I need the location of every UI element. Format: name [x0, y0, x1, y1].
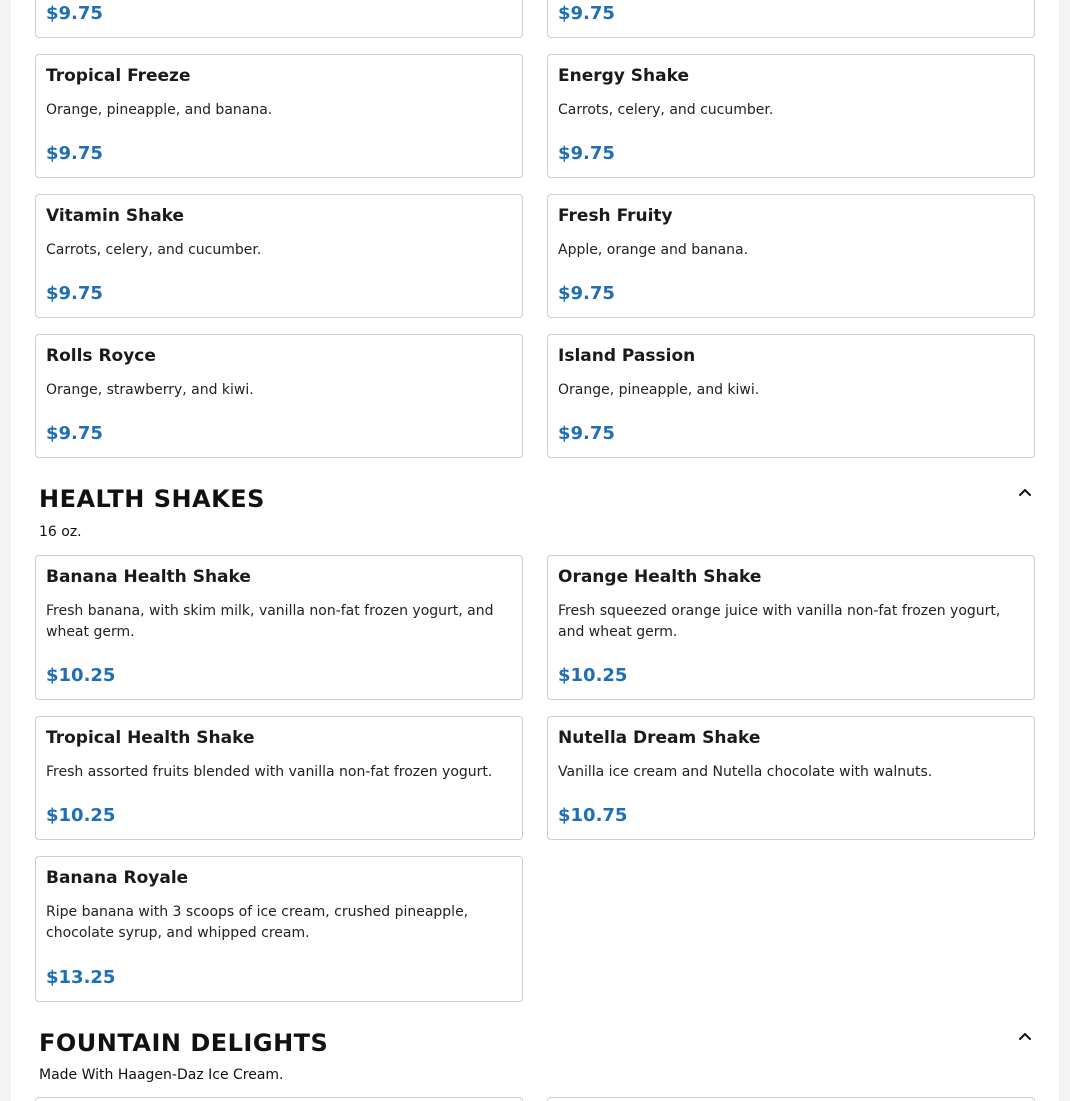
item-description: Ripe banana with 3 scoops of ice cream, crushed pineapple, chocolate syrup, and whipped cream. [46, 904, 469, 941]
item-name: Tropical Health Shake [46, 728, 255, 748]
item-name: Orange Health Shake [558, 567, 762, 587]
menu-item-card[interactable] [547, 1097, 1035, 1101]
item-description: Carrots, celery, and cucumber. [558, 102, 774, 118]
menu-item-card[interactable] [547, 334, 1035, 458]
menu-item-card[interactable] [547, 54, 1035, 178]
menu-item-card[interactable] [35, 1097, 523, 1101]
menu-item-card[interactable] [547, 716, 1035, 840]
collapse-section-button[interactable] [1013, 480, 1037, 504]
menu-item-card[interactable] [35, 716, 523, 840]
item-description: Fresh assorted fruits blended with vanilla non-fat frozen yogurt. [46, 764, 493, 780]
item-description: Carrots, celery, and cucumber. [46, 242, 262, 258]
menu-item-card[interactable] [35, 334, 523, 458]
item-price: $9.75 [558, 143, 615, 164]
item-description: Orange, pineapple, and kiwi. [558, 382, 760, 398]
menu-item-card[interactable] [35, 856, 523, 1002]
collapse-section-button[interactable] [1013, 1024, 1037, 1048]
item-name: Island Passion [558, 346, 696, 366]
item-name: Vitamin Shake [46, 206, 185, 226]
item-price: $9.75 [558, 3, 615, 24]
menu-item-card[interactable] [547, 0, 1035, 38]
section-title-fountain-delights: FOUNTAIN DELIGHTS [39, 1029, 329, 1057]
item-price: $10.75 [558, 805, 628, 826]
item-price: $9.75 [558, 423, 615, 444]
menu-item-card[interactable] [547, 194, 1035, 318]
item-price: $13.25 [46, 967, 116, 988]
chevron-up-icon [1013, 1024, 1037, 1048]
item-name: Banana Royale [46, 868, 189, 888]
menu-page [11, 0, 1059, 1101]
menu-item-card[interactable] [35, 54, 523, 178]
item-price: $10.25 [46, 805, 116, 826]
item-description: Fresh banana, with skim milk, vanilla non-fat frozen yogurt, and wheat germ. [46, 603, 494, 640]
item-price: $9.75 [46, 143, 103, 164]
item-name: Rolls Royce [46, 346, 156, 366]
menu-item-card[interactable] [547, 555, 1035, 700]
item-price: $10.25 [558, 665, 628, 686]
menu-item-card[interactable] [35, 0, 523, 38]
item-description: Orange, strawberry, and kiwi. [46, 382, 254, 398]
item-price: $9.75 [46, 283, 103, 304]
section-title-health-shakes: HEALTH SHAKES [39, 485, 265, 513]
item-price: $10.25 [46, 665, 116, 686]
item-name: Fresh Fruity [558, 206, 673, 226]
section-subtitle: Made With Haagen-Daz Ice Cream. [39, 1067, 284, 1083]
menu-item-card[interactable] [35, 555, 523, 700]
section-subtitle: 16 oz. [39, 524, 82, 540]
chevron-up-icon [1013, 480, 1037, 504]
item-price: $9.75 [46, 423, 103, 444]
item-description: Apple, orange and banana. [558, 242, 749, 258]
item-name: Energy Shake [558, 66, 689, 86]
item-price: $9.75 [558, 283, 615, 304]
item-price: $9.75 [46, 3, 103, 24]
item-description: Vanilla ice cream and Nutella chocolate with walnuts. [558, 764, 933, 780]
item-name: Nutella Dream Shake [558, 728, 761, 748]
item-description: Fresh squeezed orange juice with vanilla non-fat frozen yogurt, and wheat germ. [558, 603, 1001, 640]
item-name: Tropical Freeze [46, 66, 191, 86]
item-name: Banana Health Shake [46, 567, 251, 587]
menu-item-card[interactable] [35, 194, 523, 318]
item-description: Orange, pineapple, and banana. [46, 102, 273, 118]
